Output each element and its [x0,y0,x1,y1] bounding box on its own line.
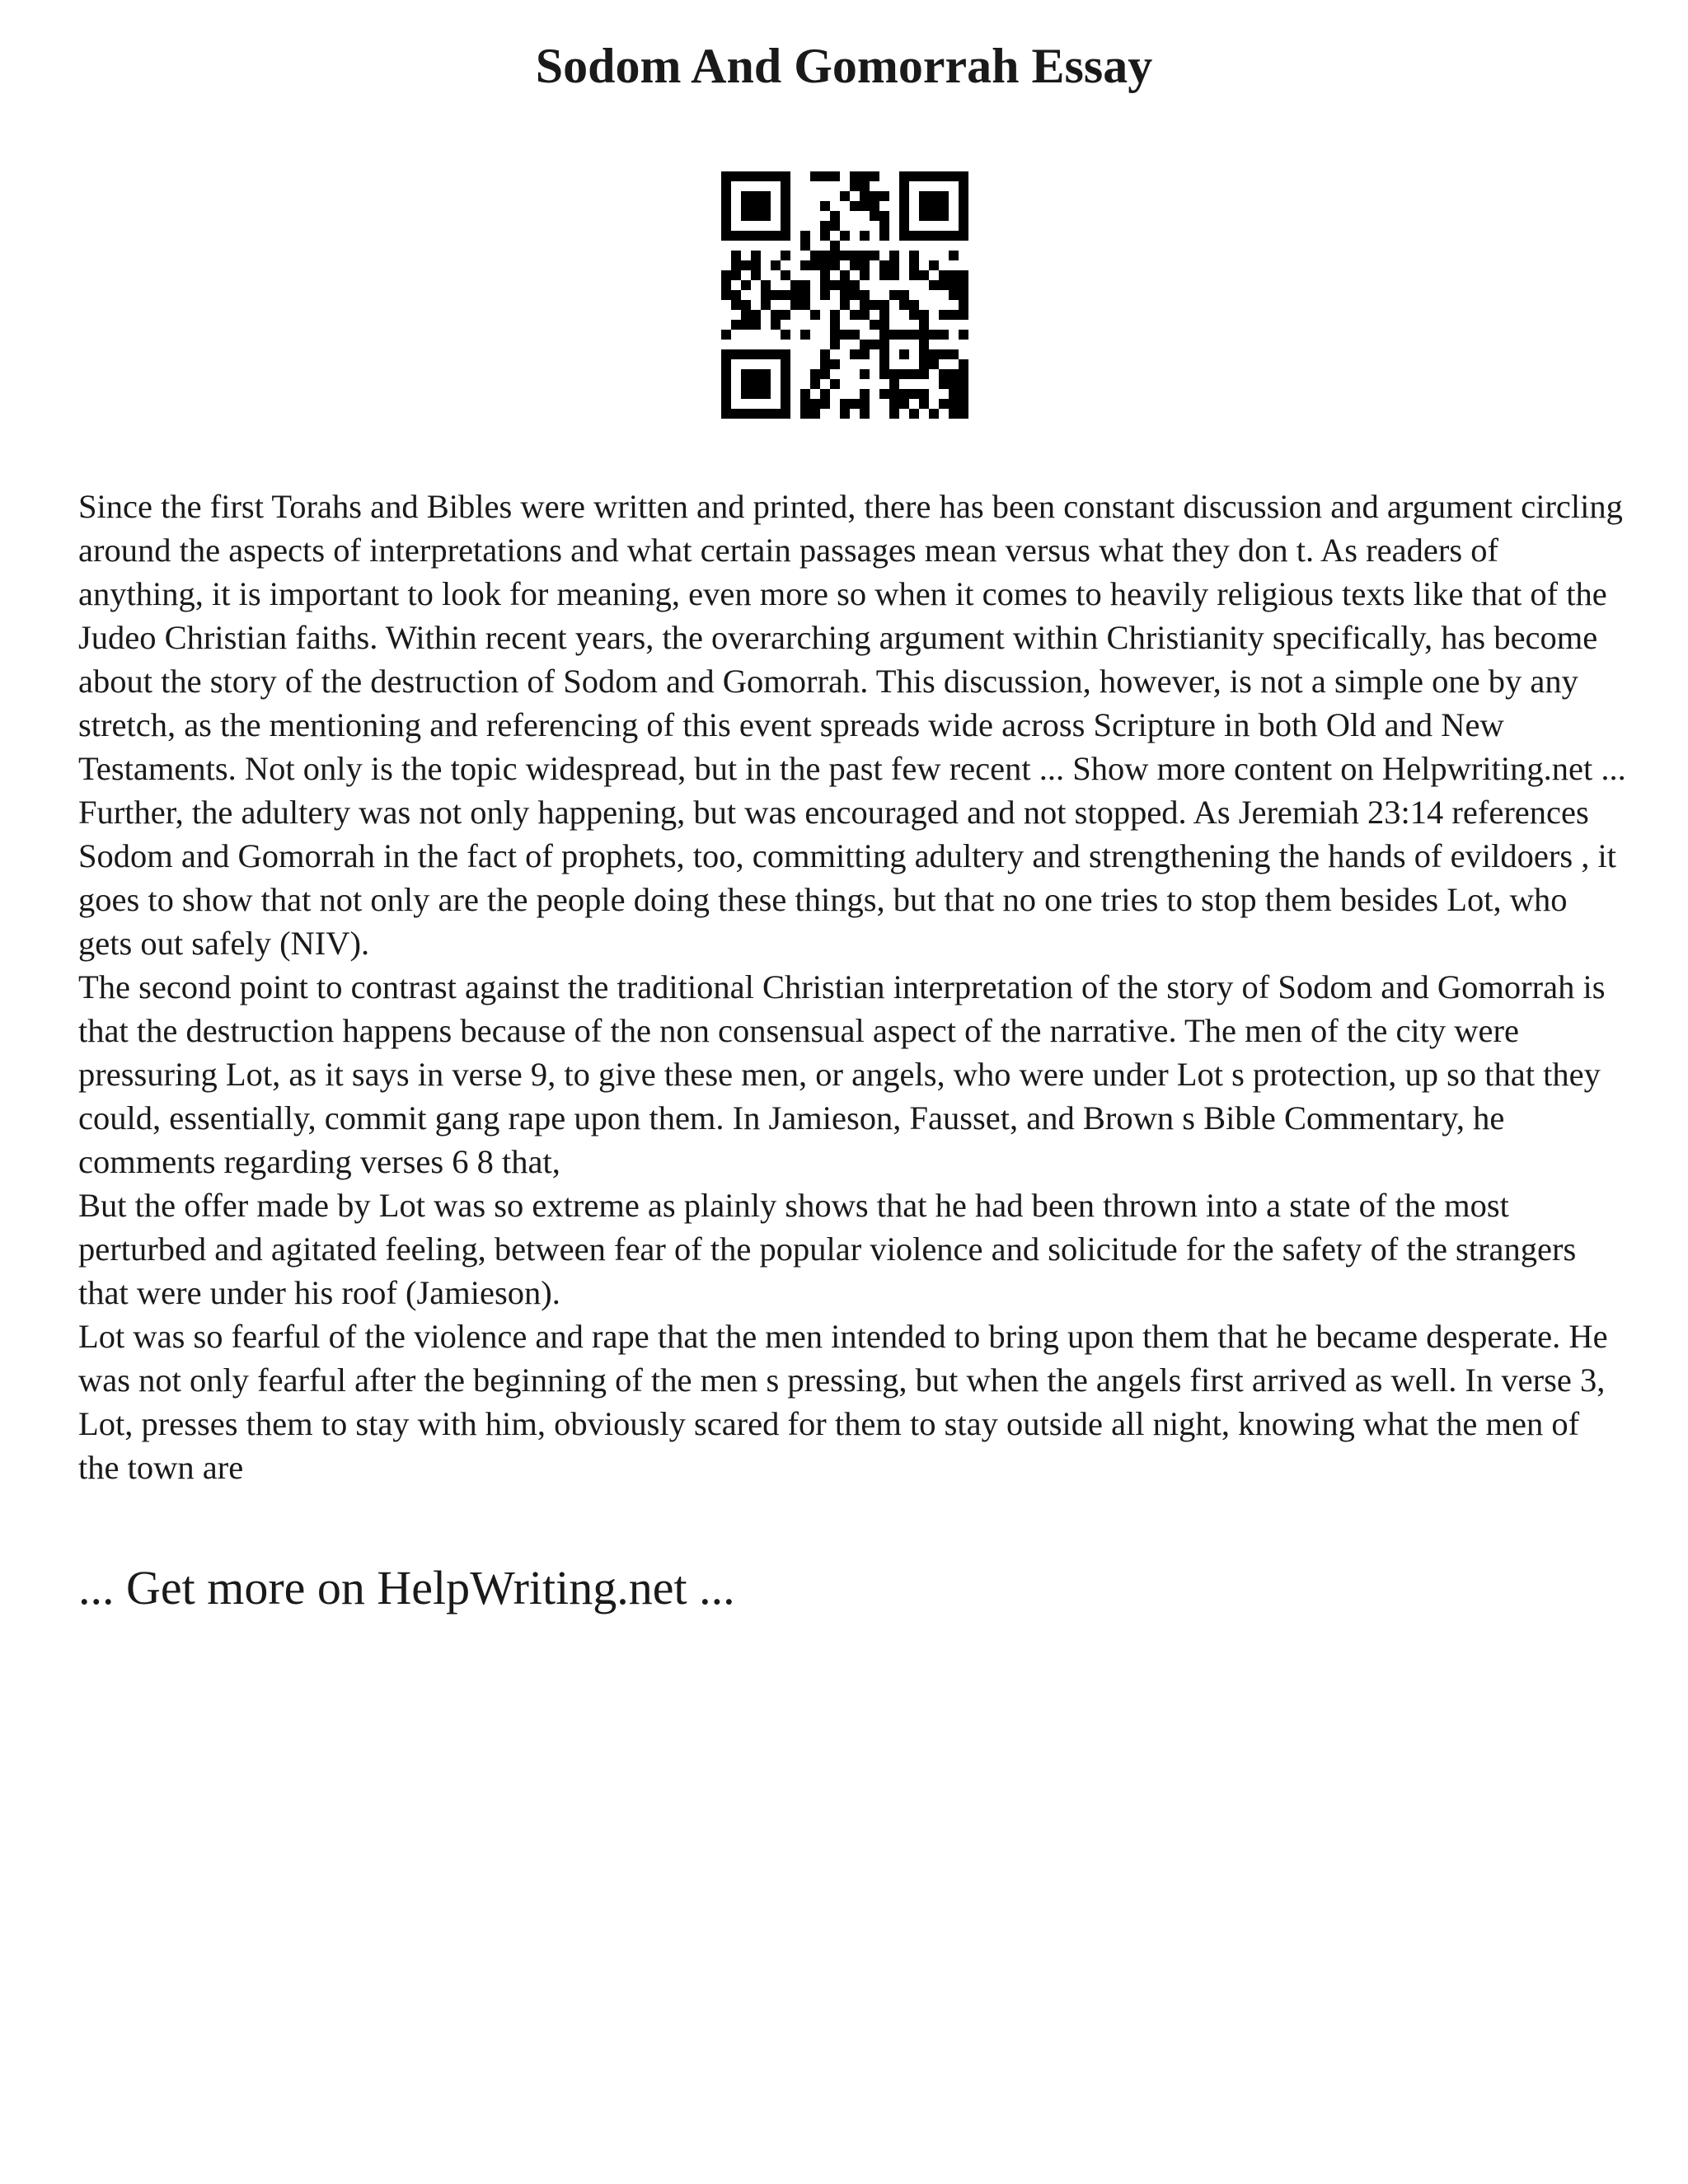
page-title: Sodom And Gomorrah Essay [535,39,1153,93]
paragraph-2: Further, the adultery was not only happening, but was encouraged and not stopped. As Jeremiah 23:14 references Sodom and Gomorrah in the fact of prophets, too, committing adultery and strengthening the hands of evildoers , it goes to show that not only are the people doing these things, but that no one tries to stop them besides Lot, who gets out safely (NIV). [78,794,1616,962]
paragraph-5: Lot was so fearful of the violence and rape that the men intended to bring upon them that he became desperate. He was not only fearful after the beginning of the men s pressing, but when the angels first arrived as well. In verse 3, Lot, presses them to stay with him, obviously scared for them to stay outside all night, knowing what the men of the town are [78,1318,1608,1486]
paragraph-3: The second point to contrast against the traditional Christian interpretation of the story of Sodom and Gomorrah is that the destruction happens because of the non consensual aspect of the narrative. The men of the city were pressuring Lot, as it says in verse 9, to give these men, or angels, who were under Lot s protection, up so that they could, essentially, commit gang rape upon them. In Jamieson, Fausset, and Brown s Bible Commentary, he comments regarding verses 6 8 that, [78,968,1606,1180]
paragraph-4: But the offer made by Lot was so extreme as plainly shows that he had been thrown into a state of the most perturbed and agitated feeling, between fear of the popular violence and solicitude for the safety of the strangers that were under his roof (Jamieson). [78,1187,1577,1311]
essay-body [78,485,1628,1489]
get-more-link[interactable]: ... Get more on HelpWriting.net ... [78,1561,735,1615]
qr-code-icon [721,171,968,419]
paragraph-1: Since the first Torahs and Bibles were written and printed, there has been constant discussion and argument circling around the aspects of interpretations and what certain passages mean versus what they don t. As readers of anything, it is important to look for meaning, even more so when it comes to heavily religious texts like that of the Judeo Christian faiths. Within recent years, the overarching argument within Christianity specifically, has become about the story of the destruction of Sodom and Gomorrah. This discussion, however, is not a simple one by any stretch, as the mentioning and referencing of this event spreads wide across Scripture in both Old and New Testaments. Not only is the topic widespread, but in the past few recent ... Show more content on Helpwriting.net ... [78,488,1626,787]
